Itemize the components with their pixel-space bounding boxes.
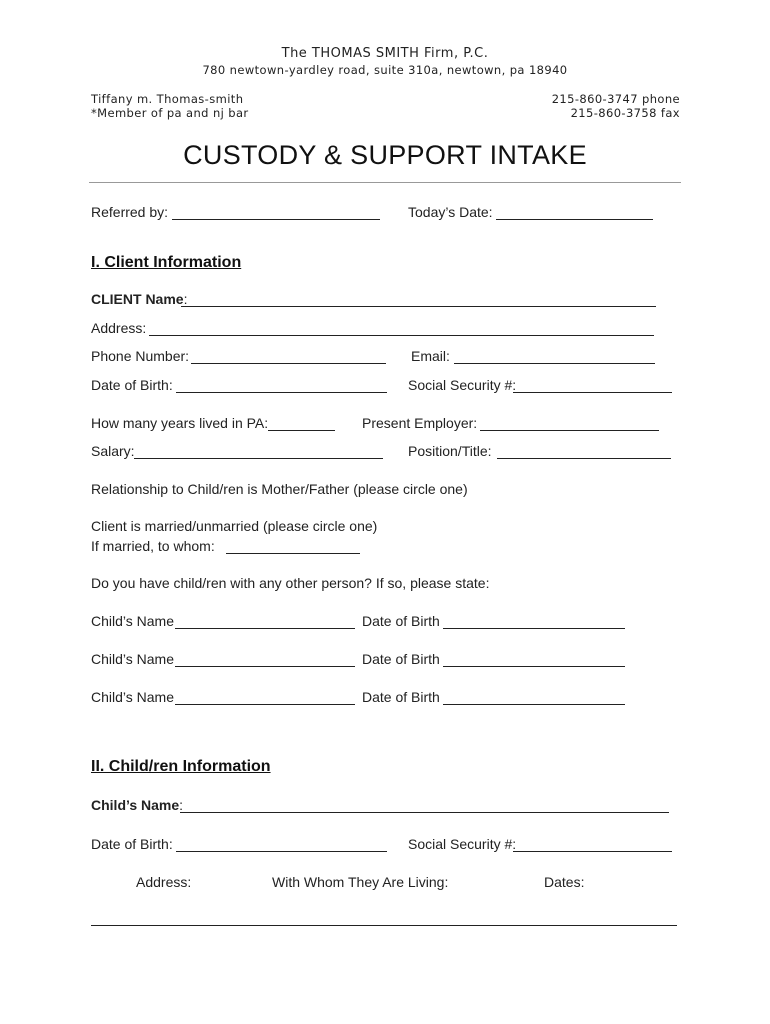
s2-child-name-label [91,797,183,813]
client-name-label [91,291,187,307]
address-field[interactable] [149,335,654,336]
children-info-heading: II. Child/ren Information [91,758,271,775]
dob-field[interactable] [176,392,387,393]
dob-label: Date of Birth: [91,377,173,393]
ssn-label: Social Security #: [408,377,517,393]
client-name-text: CLIENT Name [91,291,184,307]
todays-date-label: Today’s Date: [408,204,493,220]
attorney-name: Tiffany m. Thomas-smith [91,92,244,106]
child-dob-field-1[interactable] [443,628,625,629]
child-name-label-3: Child’s Name [91,689,174,705]
child-dob-label-2: Date of Birth [362,651,440,667]
phone-field[interactable] [191,363,386,364]
phone-label: Phone Number: [91,348,190,364]
salary-field[interactable] [134,458,383,459]
relationship-text: Relationship to Child/ren is Mother/Father (please circle one) [91,481,468,497]
child-dob-field-2[interactable] [443,666,625,667]
col-dates-label: Dates: [544,874,585,890]
s2-ssn-field[interactable] [513,851,672,852]
referred-by-label: Referred by: [91,204,169,220]
child-dob-label-3: Date of Birth [362,689,440,705]
email-label: Email: [411,348,450,364]
address-label: Address: [91,320,147,336]
years-pa-field[interactable] [268,430,335,431]
position-label: Position/Title: [408,443,492,459]
ssn-field[interactable] [513,392,672,393]
other-children-text: Do you have child/ren with any other person? If so, please state: [91,575,490,591]
child-name-label-1: Child’s Name [91,613,174,629]
employer-field[interactable] [480,430,659,431]
form-title: CUSTODY & SUPPORT INTAKE [183,140,587,170]
firm-phone: 215-860-3747 phone [551,92,680,106]
email-field[interactable] [454,363,655,364]
child-name-field-3[interactable] [175,704,355,705]
salary-label: Salary: [91,443,135,459]
residence-history-field[interactable] [91,925,677,926]
client-info-heading: I. Client Information [91,254,242,271]
employer-label: Present Employer: [362,415,478,431]
child-name-field-1[interactable] [175,628,355,629]
s2-ssn-label: Social Security #: [408,836,517,852]
s2-child-name-text: Child’s Name [91,797,180,813]
client-name-colon: : [183,291,188,307]
s2-dob-label: Date of Birth: [91,836,173,852]
position-field[interactable] [497,458,671,459]
s2-child-name-colon: : [179,797,184,813]
married-to-label: If married, to whom: [91,538,215,554]
todays-date-field[interactable] [496,219,653,220]
referred-by-field[interactable] [172,219,380,220]
firm-address: 780 newtown-yardley road, suite 310a, newtown, pa 18940 [202,63,568,77]
s2-child-name-field[interactable] [180,812,669,813]
bar-membership: *Member of pa and nj bar [91,106,249,120]
child-name-field-2[interactable] [175,666,355,667]
firm-name: The THOMAS SMITH Firm, P.C. [281,46,489,61]
firm-fax: 215-860-3758 fax [570,106,680,120]
married-to-field[interactable] [226,553,360,554]
married-text: Client is married/unmarried (please circle one) [91,518,378,534]
child-dob-field-3[interactable] [443,704,625,705]
child-dob-label-1: Date of Birth [362,613,440,629]
client-name-field[interactable] [181,306,656,307]
col-address-label: Address: [136,874,192,890]
col-whom-label: With Whom They Are Living: [272,874,449,890]
years-pa-label: How many years lived in PA: [91,415,269,431]
title-divider [89,182,681,183]
s2-dob-field[interactable] [176,851,387,852]
child-name-label-2: Child’s Name [91,651,174,667]
